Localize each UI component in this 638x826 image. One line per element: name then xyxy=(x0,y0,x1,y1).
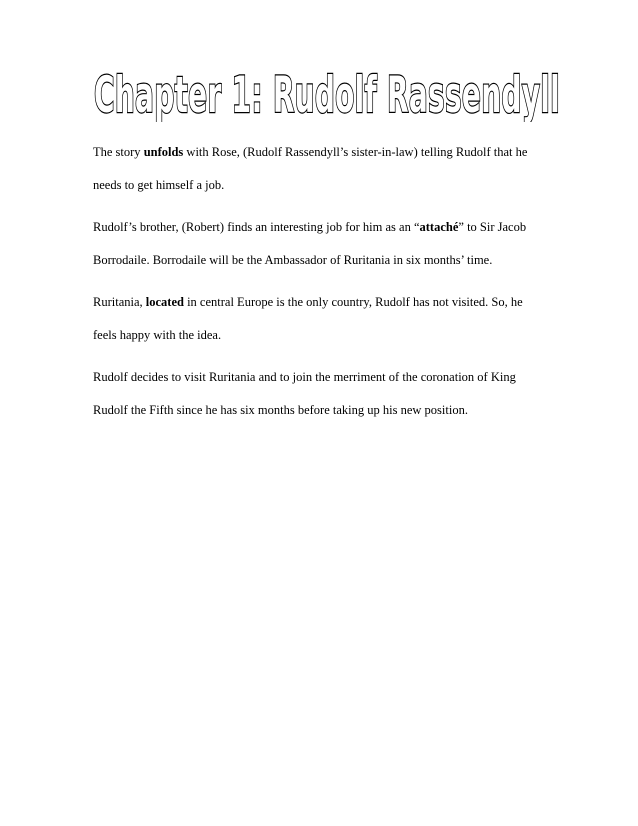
paragraph-line: needs to get himself a job. xyxy=(93,178,225,192)
paragraph-2 xyxy=(93,211,563,277)
emphasis-word: located xyxy=(145,295,184,309)
chapter-title-graphic xyxy=(92,62,562,122)
paragraph-line: Rudolf decides to visit Ruritania and to join the merriment of the coronation of King xyxy=(93,370,516,384)
emphasis-word: attaché xyxy=(419,220,459,234)
paragraph-line: Rudolf the Fifth since he has six months before taking up his new position. xyxy=(93,403,468,417)
paragraph-line: feels happy with the idea. xyxy=(93,328,222,342)
chapter-title-text: Chapter 1: Rudolf Rassendyll xyxy=(94,66,560,122)
paragraph-line: The story unfolds with Rose, (Rudolf Rassendyll’s sister-in-law) telling Rudolf that he xyxy=(93,145,528,159)
paragraph-line: Borrodaile. Borrodaile will be the Ambassador of Ruritania in six months’ time. xyxy=(93,253,493,267)
emphasis-word: unfolds xyxy=(143,145,184,159)
chapter-title xyxy=(92,62,562,122)
paragraph-line: Rudolf’s brother, (Robert) finds an interesting job for him as an “attaché” to Sir Jacob xyxy=(93,220,527,234)
paragraph-line: Ruritania, located in central Europe is the only country, Rudolf has not visited. So, he xyxy=(93,295,523,309)
paragraph-3 xyxy=(93,286,563,352)
chapter-body xyxy=(93,136,563,436)
paragraph-1 xyxy=(93,136,563,202)
paragraph-4 xyxy=(93,361,563,427)
